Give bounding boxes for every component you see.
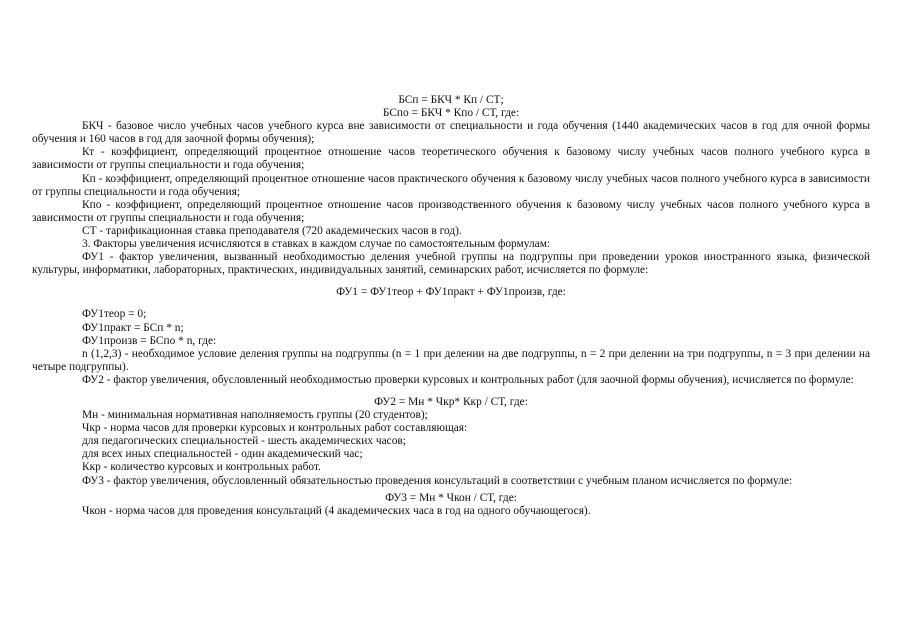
spacer xyxy=(32,387,870,396)
spacer xyxy=(32,277,870,286)
line-kkr: Ккр - количество курсовых и контрольных работ. xyxy=(82,461,321,474)
paragraph-section-3: 3. Факторы увеличения исчисляются в ставках в каждом случае по самостоятельным формулам: xyxy=(82,238,551,251)
formula-fu1: ФУ1 = ФУ1теор + ФУ1практ + ФУ1произв, где: xyxy=(336,286,566,299)
paragraph-bkch: БКЧ - базовое число учебных часов учебного курса вне зависимости от специальности и года обучения (1440 академических часов в год для очной формы обучения и 160 часов в год для заочной формы обучения); xyxy=(32,120,870,146)
line-chkon: Чкон - норма часов для проведения консультаций (4 академических часа в год на одного обучающегося). xyxy=(82,504,591,517)
paragraph-fu3-desc: ФУ3 - фактор увеличения, обусловленный обязательностью проведения консультаций в соответствии с учебным планом исчисляется по формуле: xyxy=(82,474,793,487)
paragraph-kt: Кт - коэффициент, определяющий процентное отношение часов теоретического обучения к базовому числу учебных часов полного учебного курса в зависимости от группы специальности и года обучения; xyxy=(32,146,870,172)
paragraph-fu2-desc: ФУ2 - фактор увеличения, обусловленный необходимостью проверки курсовых и контрольных работ (для заочной формы обучения), исчисляется по формуле: xyxy=(82,373,854,386)
paragraph-kp: Кп - коэффициент, определяющий процентное отношение часов практического обучения к базовому числу учебных часов полного учебного курса в зависимости от группы специальности и года обучения; xyxy=(32,172,870,198)
spacer xyxy=(32,299,870,308)
formula-fu3: ФУ3 = Мн * Чкон / СТ, где: xyxy=(385,491,517,504)
formula-fu2: ФУ2 = Мн * Чкр* Ккр / СТ, где: xyxy=(374,395,528,408)
paragraph-fu1-desc: ФУ1 - фактор увеличения, вызванный необходимостью деления учебной группы на подгруппы при проведении уроков иностранного языка, физической культуры, информатики, лабораторных, практических, индивидуальных занятий, семинарских работ, исчисляется по формуле: xyxy=(32,251,870,277)
line-fu1teor: ФУ1теор = 0; xyxy=(82,308,147,321)
line-ped: для педагогических специальностей - шесть академических часов; xyxy=(82,435,406,448)
paragraph-n-desc: n (1,2,3) - необходимое условие деления группы на подгруппы (n = 1 при делении на две подгруппы, n = 2 при делении на три подгруппы, n = 3 при делении на четыре подгруппы). xyxy=(32,347,870,373)
line-chkr: Чкр - норма часов для проверки курсовых и контрольных работ составляющая: xyxy=(82,422,468,435)
formula-bspo: БСпо = БКЧ * Кпо / СТ, где: xyxy=(382,107,520,120)
paragraph-kpo: Кпо - коэффициент, определяющий процентное отношение часов производственного обучения к базовому числу учебных часов полного учебного курса в зависимости от группы специальности и года обучения; xyxy=(32,198,870,224)
formula-bsp: БСп = БКЧ * Кп / СТ; xyxy=(398,94,504,106)
line-other: для всех иных специальностей - один академический час; xyxy=(82,448,363,461)
document-page xyxy=(32,94,870,518)
line-fu1proizv: ФУ1произв = БСпо * n, где: xyxy=(82,334,217,347)
line-fu1prakt: ФУ1практ = БСп * n; xyxy=(82,321,184,334)
line-mn: Мн - минимальная нормативная наполняемость группы (20 студентов); xyxy=(82,409,428,422)
paragraph-st: СТ - тарификационная ставка преподавателя (720 академических часов в год). xyxy=(82,224,462,237)
